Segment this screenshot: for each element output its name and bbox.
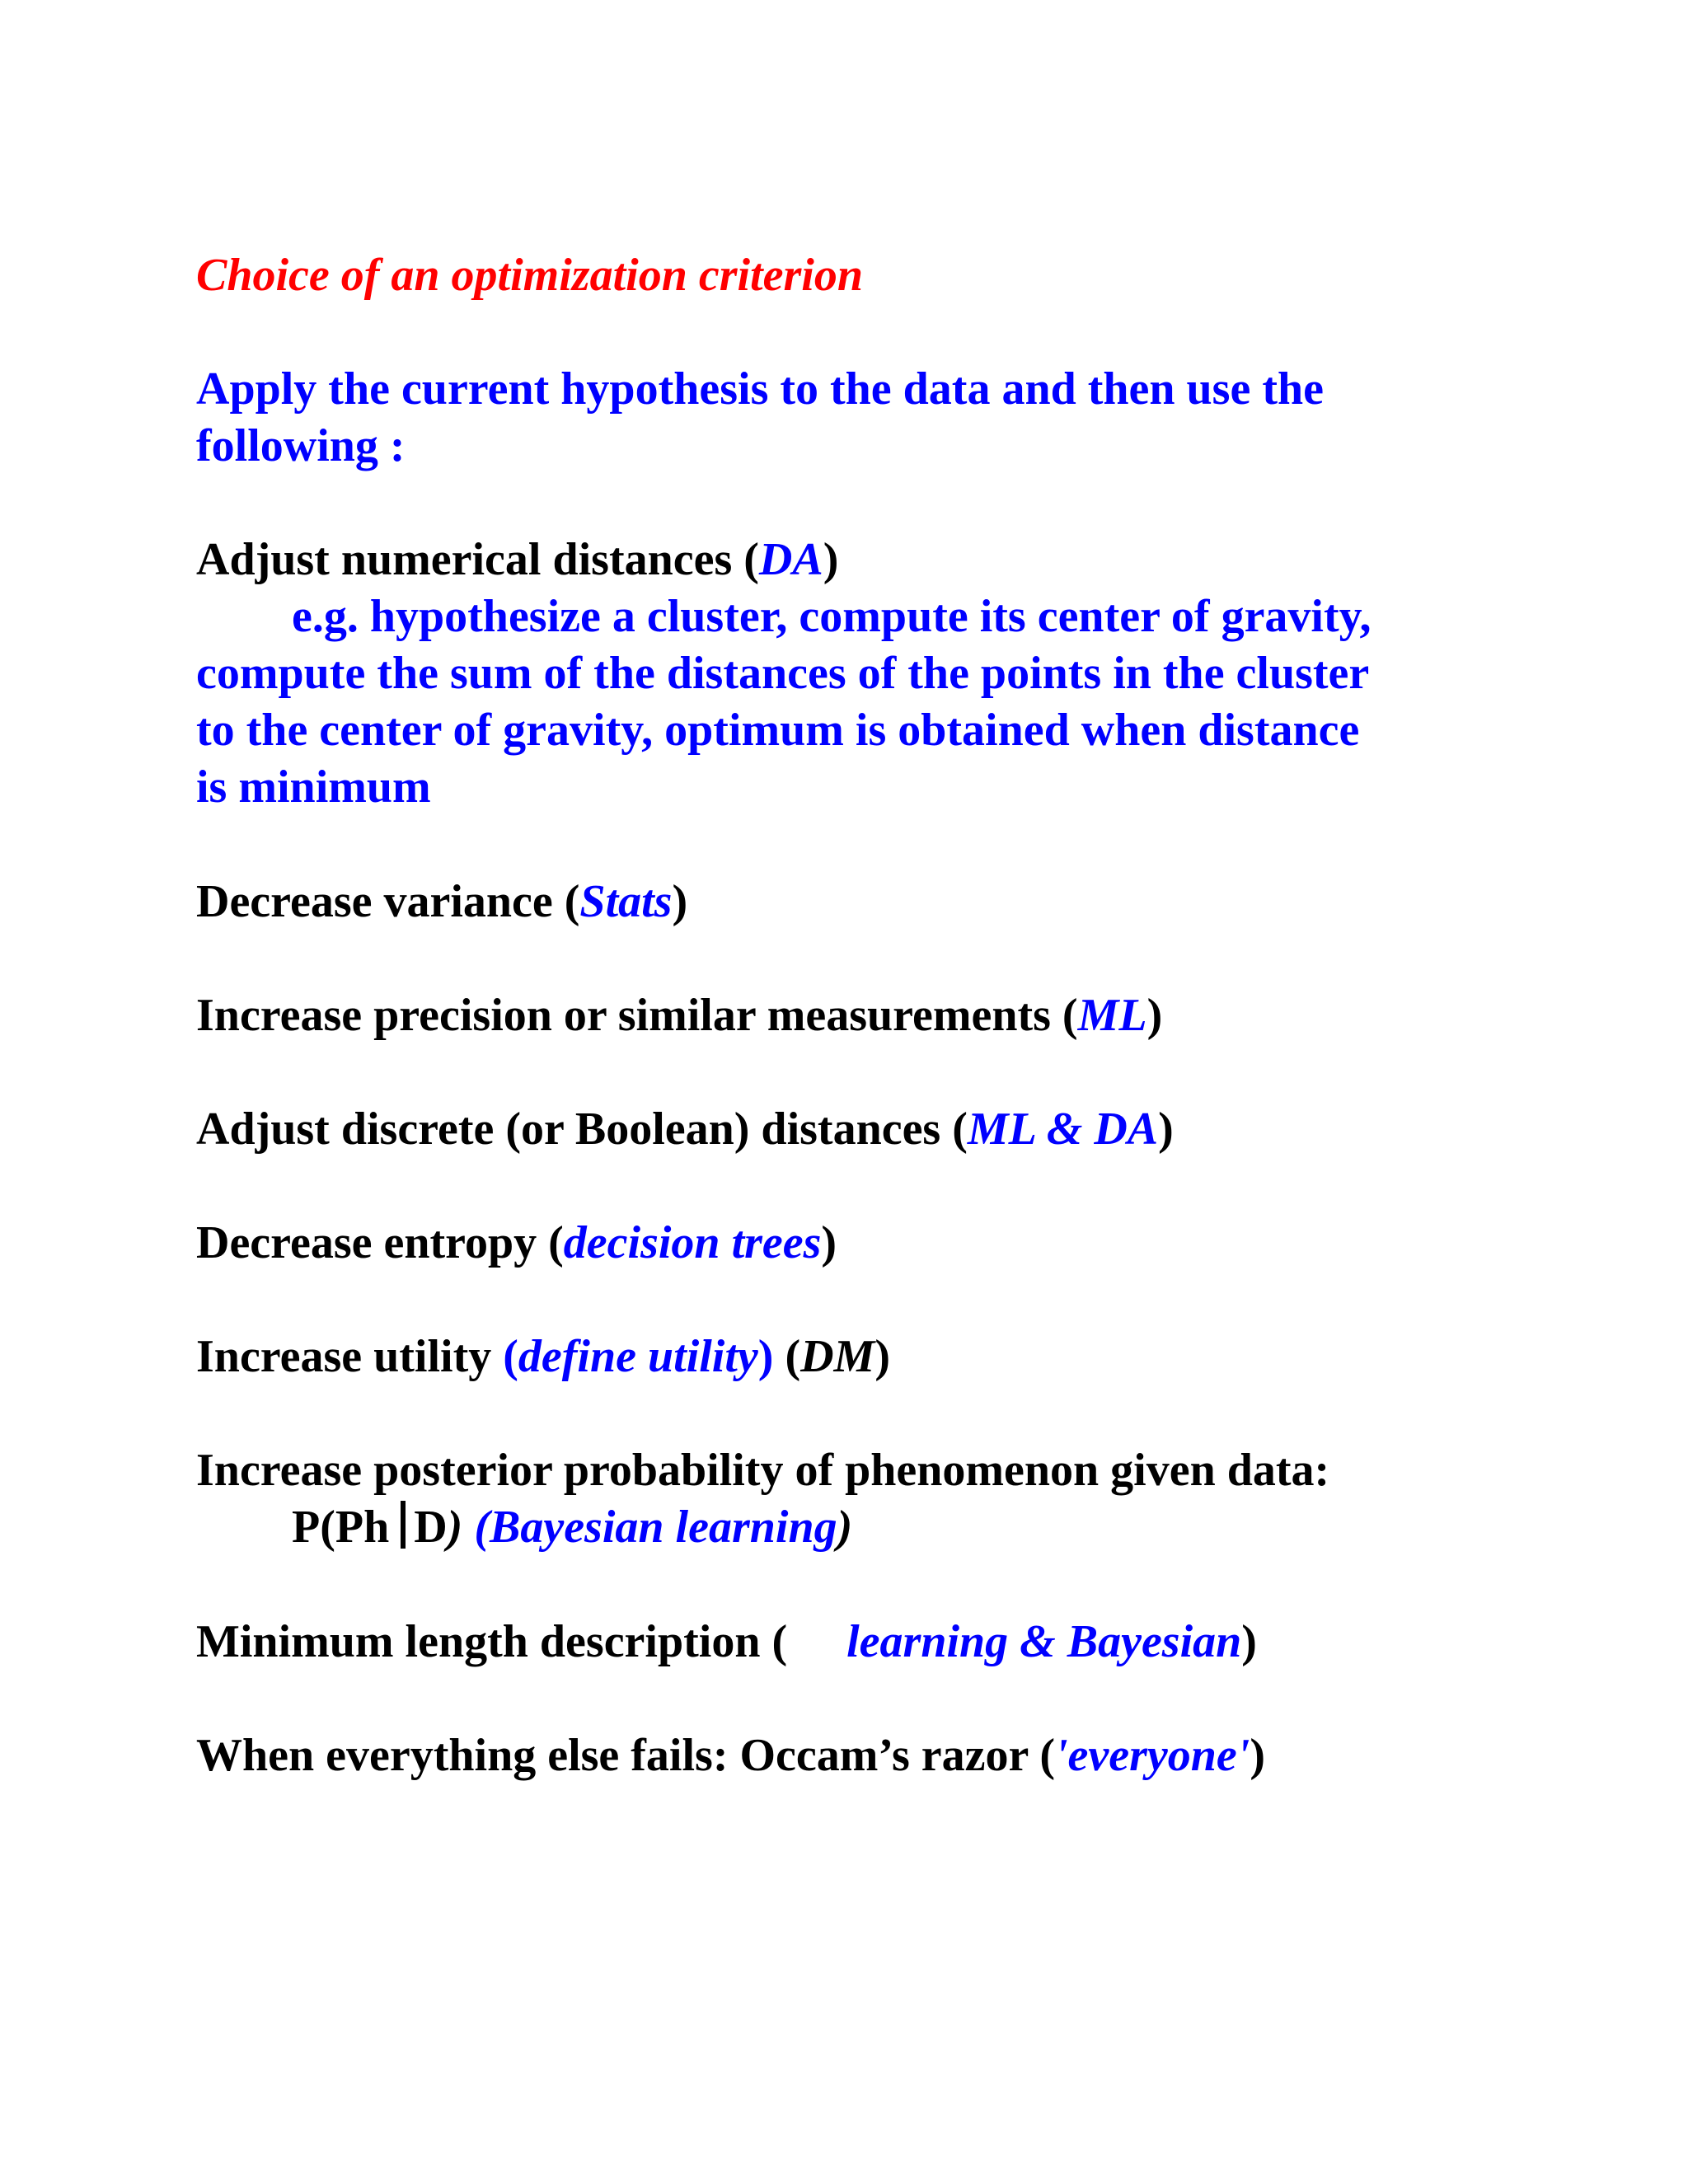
example-line: compute the sum of the distances of the points in the cluster <box>196 648 1370 699</box>
criterion-variance: Decrease variance (Stats) <box>196 876 688 927</box>
criterion-discrete-distances: Adjust discrete (or Boolean) distances (ML & DA) <box>196 1104 1174 1155</box>
criterion-utility: Increase utility (define utility) (DM) <box>196 1331 890 1382</box>
example-line: is minimum <box>196 762 431 813</box>
criterion-tag: DA <box>758 534 823 585</box>
criterion-tag: 'everyone' <box>1054 1730 1250 1781</box>
criterion-tag: DM <box>800 1331 875 1382</box>
criterion-tag: decision trees <box>563 1217 822 1268</box>
criterion-posterior-probability: Increase posterior probability of phenomenon given data: P(Ph D) (Bayesian learning) <box>196 1442 1329 1556</box>
probability-formula: P(Ph D) (Bayesian learning) <box>292 1502 853 1553</box>
criterion-tag: ML <box>1077 990 1147 1041</box>
example-line: to the center of gravity, optimum is obtained when distance <box>196 705 1360 756</box>
criterion-precision: Increase precision or similar measurements (ML) <box>196 990 1163 1041</box>
criterion-tag: Stats <box>579 876 673 927</box>
criterion-tag: learning & Bayesian <box>846 1616 1242 1667</box>
criterion-note: define utility <box>518 1331 758 1382</box>
criterion-tag: ML & DA <box>967 1104 1159 1155</box>
criterion-numerical-distances: Adjust numerical distances (DA) e.g. hypothesize a cluster, compute its center of gravity, compute the sum of the distances of the points in the cluster to the center of gravity, optimum is obtained when distance is minimum <box>196 532 1372 816</box>
criterion-entropy: Decrease entropy (decision trees) <box>196 1217 837 1268</box>
criterion-minimum-length: Minimum length description ( learning & Bayesian) <box>196 1616 1257 1667</box>
example-line: e.g. hypothesize a cluster, compute its center of gravity, <box>292 591 1372 642</box>
criterion-occams-razor: When everything else fails: Occam’s razor ('everyone') <box>196 1730 1265 1781</box>
page-title: Choice of an optimization criterion <box>196 250 863 301</box>
given-bar <box>401 1501 406 1549</box>
criterion-tag: Bayesian learning <box>489 1502 837 1553</box>
intro-paragraph: Apply the current hypothesis to the data and then use the following : <box>196 363 1324 471</box>
